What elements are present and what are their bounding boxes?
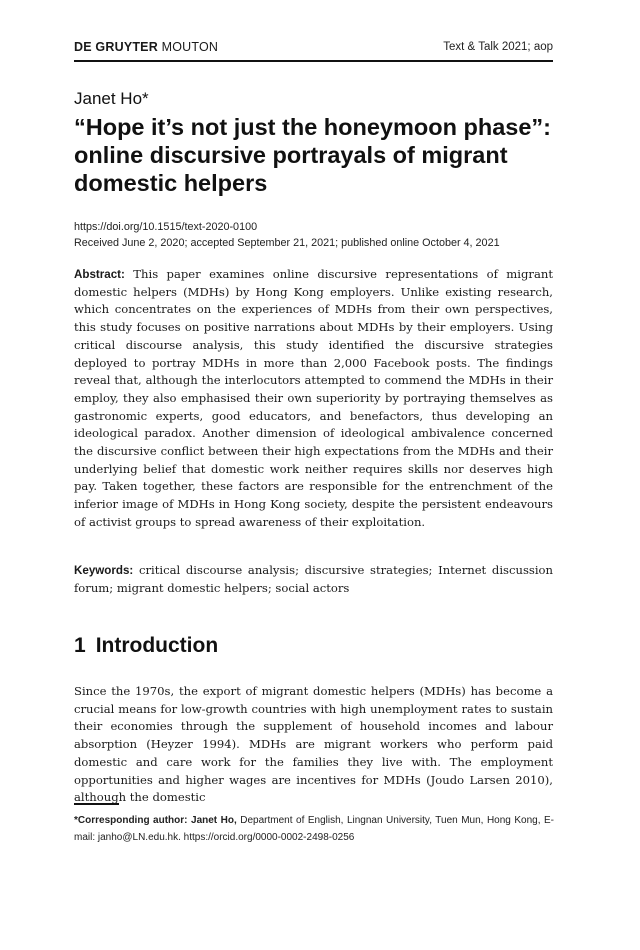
abstract-label: Abstract:: [74, 268, 125, 281]
footnote: [74, 812, 554, 846]
section-number: 1: [74, 634, 86, 657]
abstract-text: This paper examines online discursive representations of migrant domestic helpers (MDHs) by Hong Kong employers. Unlike existing research, which concentrates on the experiences of MDHs from their own perspectives, this study focuses on positive narrations about MDHs by their employers. Using critical discourse analysis, this study identified the discursive strategies deployed to portray MDHs in more than 2,000 Facebook posts. The findings reveal that, although the interlocutors attempted to commend the MDHs in their employ, they also emphasised their own superiority by portraying themselves as gastronomic experts, good educators, and benefactors, thus developing an ideological paradox. Another dimension of ideological ambivalence concerned the discursive conflict between their high expectations from the MDHs and their underlying belief that domestic work neither requires skills nor deserves high pay. Taken together, these factors are responsible for the entrenchment of the inferior image of MDHs in Hong Kong society, despite the persistent endeavours of activist groups to spread awareness of their exploitation.: [74, 267, 553, 529]
publication-dates: Received June 2, 2020; accepted September 21, 2021; published online October 4, 2021: [74, 237, 500, 249]
abstract: [74, 266, 553, 532]
header-rule: [74, 60, 553, 62]
article-title: “Hope it’s not just the honeymoon phase”: online discursive portrayals of migrant domestic helpers: [74, 114, 551, 196]
keywords-text: critical discourse analysis; discursive strategies; Internet discussion forum; migrant domestic helpers; social actors: [74, 563, 553, 595]
introduction-paragraph: Since the 1970s, the export of migrant domestic helpers (MDHs) has become a crucial means for low-growth countries with high unemployment rates to sustain their economies through the supplement of household incomes and labour absorption (Heyzer 1994). MDHs are migrant workers who perform paid domestic and care work for the families they live with. The employment opportunities and higher wages are incentives for MDHs (Joudo Larsen 2010), although the domestic: [74, 684, 553, 805]
publisher-name-bold: DE GRUYTER: [74, 40, 158, 54]
section-heading: [74, 634, 218, 658]
article-meta: [74, 219, 553, 251]
journal-citation: Text & Talk 2021; aop: [443, 41, 553, 53]
footnote-rule: [74, 803, 119, 805]
section-title: Introduction: [95, 634, 219, 657]
footnote-text: Department of English, Lingnan University, Tuen Mun, Hong Kong, E-mail: janho@LN.edu.hk. https://orcid.org/0000-0002-2498-0256: [74, 815, 555, 843]
author-name: Janet Ho*: [74, 89, 149, 108]
keywords-label: Keywords:: [74, 564, 134, 577]
footnote-label: *Corresponding author: Janet Ho,: [74, 815, 237, 826]
keywords: [74, 562, 553, 597]
doi-link[interactable]: https://doi.org/10.1515/text-2020-0100: [74, 221, 258, 233]
publisher-name-rest: MOUTON: [161, 40, 219, 54]
publisher-logo: [74, 40, 218, 54]
running-header: [74, 37, 553, 57]
